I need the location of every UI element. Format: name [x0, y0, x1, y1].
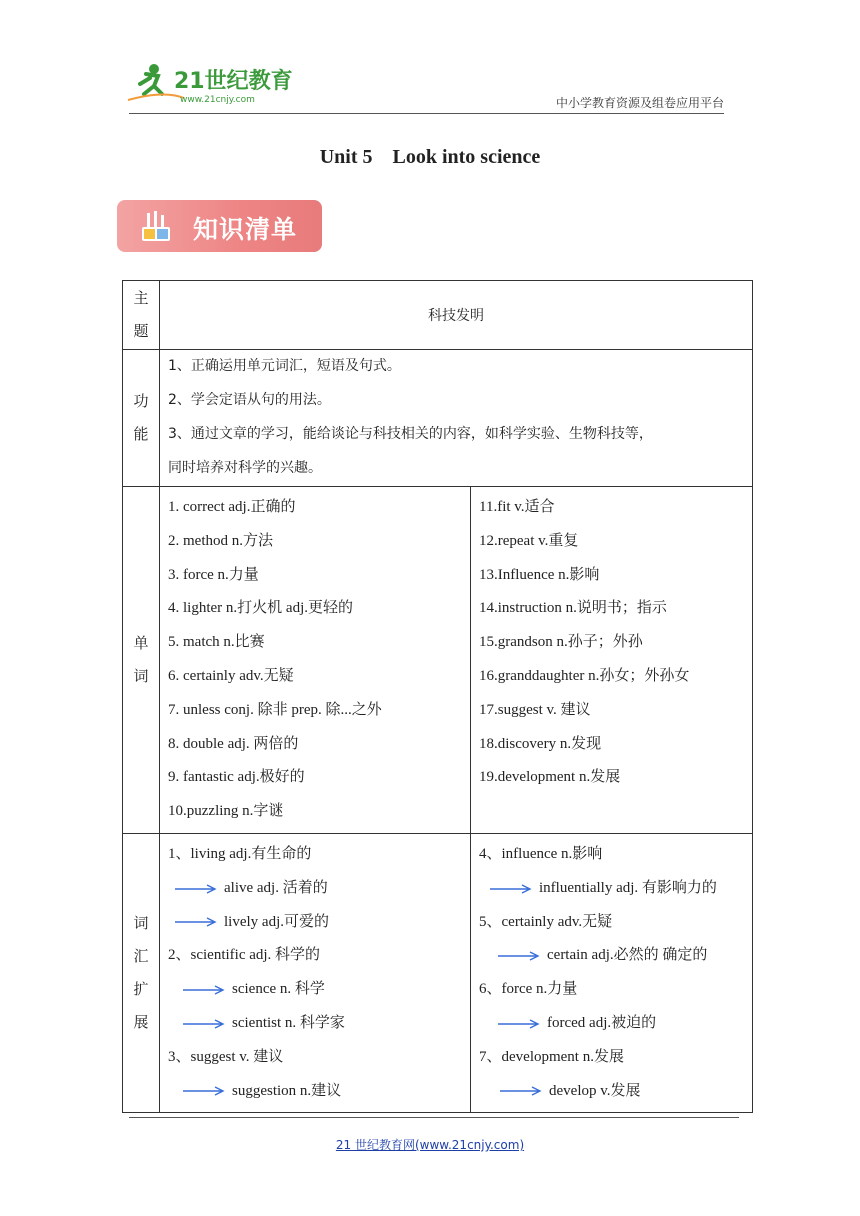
words-label: 单 词: [123, 487, 160, 834]
expand-item: [168, 973, 470, 1007]
word-item: 1. correct adj.正确的: [168, 499, 296, 515]
knowledge-table: [122, 280, 753, 1113]
word-item: 6. certainly adv.无疑: [168, 667, 294, 684]
expand-item: [168, 1075, 470, 1109]
arrow-right-icon: [182, 1018, 226, 1030]
unit-topic: Look into science: [392, 146, 541, 168]
expand-text: science n. 科学: [232, 981, 325, 998]
footer-link[interactable]: 21 世纪教育网(www.21cnjy.com): [335, 1138, 525, 1152]
expand-item: [479, 1041, 752, 1075]
expand-text: certain adj.必然的 确定的: [547, 947, 708, 964]
expand-item: [168, 872, 470, 906]
function-line: 1、正确运用单元词汇，短语及句式。: [168, 358, 401, 375]
theme-label: 主 题: [123, 281, 160, 350]
expand-item: [168, 1007, 470, 1041]
function-label: 功 能: [123, 350, 160, 487]
arrow-right-icon: [499, 1085, 543, 1097]
expand-item: [168, 906, 470, 940]
function-row: [123, 350, 753, 487]
expand-left-cell: [160, 833, 471, 1112]
expand-right-cell: [471, 833, 753, 1112]
expand-row: [123, 833, 753, 1112]
expand-text: 2、scientific adj. 科学的: [168, 947, 321, 964]
banner-label: 知识清单: [193, 215, 298, 244]
word-item: 3. force n.力量: [168, 566, 259, 583]
footer: [0, 1136, 860, 1153]
function-line: 3、通过文章的学习，能给谈论与科技相关的内容，如科学实验、生物科技等，: [168, 426, 653, 442]
expand-item: [479, 939, 752, 973]
expand-item: [479, 1075, 752, 1109]
logo-sub: www.21cnjy.com: [180, 95, 255, 105]
function-line: 2、学会定语从句的用法。: [168, 392, 331, 409]
word-item: 9. fantastic adj.极好的: [168, 769, 305, 786]
expand-text: scientist n. 科学家: [232, 1014, 345, 1031]
expand-text: 5、certainly adv.无疑: [479, 913, 613, 930]
expand-text: 4、influence n.影响: [479, 845, 603, 862]
arrow-right-icon: [497, 1018, 541, 1030]
section-banner: [117, 200, 322, 252]
word-item: 18.discovery n.发现: [479, 735, 602, 752]
arrow-right-icon: [174, 916, 218, 928]
function-cell: [160, 350, 753, 487]
word-item: 19.development n.发展: [479, 769, 621, 786]
expand-text: influentially adj. 有影响力的: [539, 879, 717, 896]
word-item: 16.granddaughter n.孙女；外孙女: [479, 667, 690, 684]
page-title: [0, 146, 860, 169]
expand-text: 7、development n.发展: [479, 1048, 624, 1065]
expand-label: 词 汇 扩 展: [123, 833, 160, 1112]
expand-text: forced adj.被迫的: [547, 1014, 657, 1031]
function-line: 同时培养对科学的兴趣。: [168, 459, 322, 476]
theme-row: [123, 281, 753, 350]
arrow-right-icon: [489, 883, 533, 895]
word-item: 5. match n.比赛: [168, 634, 265, 651]
expand-item: [479, 906, 752, 940]
word-item: 11.fit v.适合: [479, 499, 555, 515]
platform-name: 中小学教育资源及组卷应用平台: [555, 96, 724, 110]
expand-item: [168, 838, 470, 872]
words-left-cell: [160, 487, 471, 834]
word-item: 10.puzzling n.字谜: [168, 803, 284, 820]
expand-text: 6、force n.力量: [479, 981, 578, 998]
word-item: 4. lighter n.打火机 adj.更轻的: [168, 600, 353, 617]
word-item: 15.grandson n.孙子；外孙: [479, 634, 643, 651]
expand-item: [479, 872, 752, 906]
arrow-right-icon: [497, 950, 541, 962]
expand-text: 3、suggest v. 建议: [168, 1048, 284, 1065]
expand-text: develop v.发展: [549, 1082, 641, 1099]
theme-value: 科技发明: [160, 281, 753, 350]
words-row: [123, 487, 753, 834]
book-icon: [139, 209, 173, 245]
expand-item: [168, 939, 470, 973]
header-divider: [129, 113, 724, 114]
logo-text: 21世纪教育: [174, 69, 293, 94]
expand-text: 1、living adj.有生命的: [168, 845, 312, 862]
expand-text: suggestion n.建议: [232, 1082, 342, 1099]
expand-item: [168, 1041, 470, 1075]
word-item: 8. double adj. 两倍的: [168, 735, 299, 752]
expand-text: lively adj.可爱的: [224, 913, 329, 930]
footer-divider: [129, 1117, 739, 1118]
word-item: 14.instruction n.说明书；指示: [479, 600, 667, 617]
expand-item: [479, 838, 752, 872]
words-right-cell: [471, 487, 753, 834]
unit-number: Unit 5: [319, 146, 373, 168]
arrow-right-icon: [182, 984, 226, 996]
word-item: 17.suggest v. 建议: [479, 701, 591, 718]
word-item: 13.Influence n.影响: [479, 566, 600, 583]
word-item: 2. method n.方法: [168, 532, 273, 549]
arrow-right-icon: [182, 1085, 226, 1097]
arrow-right-icon: [174, 883, 218, 895]
expand-item: [479, 973, 752, 1007]
expand-text: alive adj. 活着的: [224, 879, 328, 896]
expand-item: [479, 1007, 752, 1041]
word-item: 12.repeat v.重复: [479, 532, 579, 549]
word-item: 7. unless conj. 除非 prep. 除...之外: [168, 701, 382, 718]
